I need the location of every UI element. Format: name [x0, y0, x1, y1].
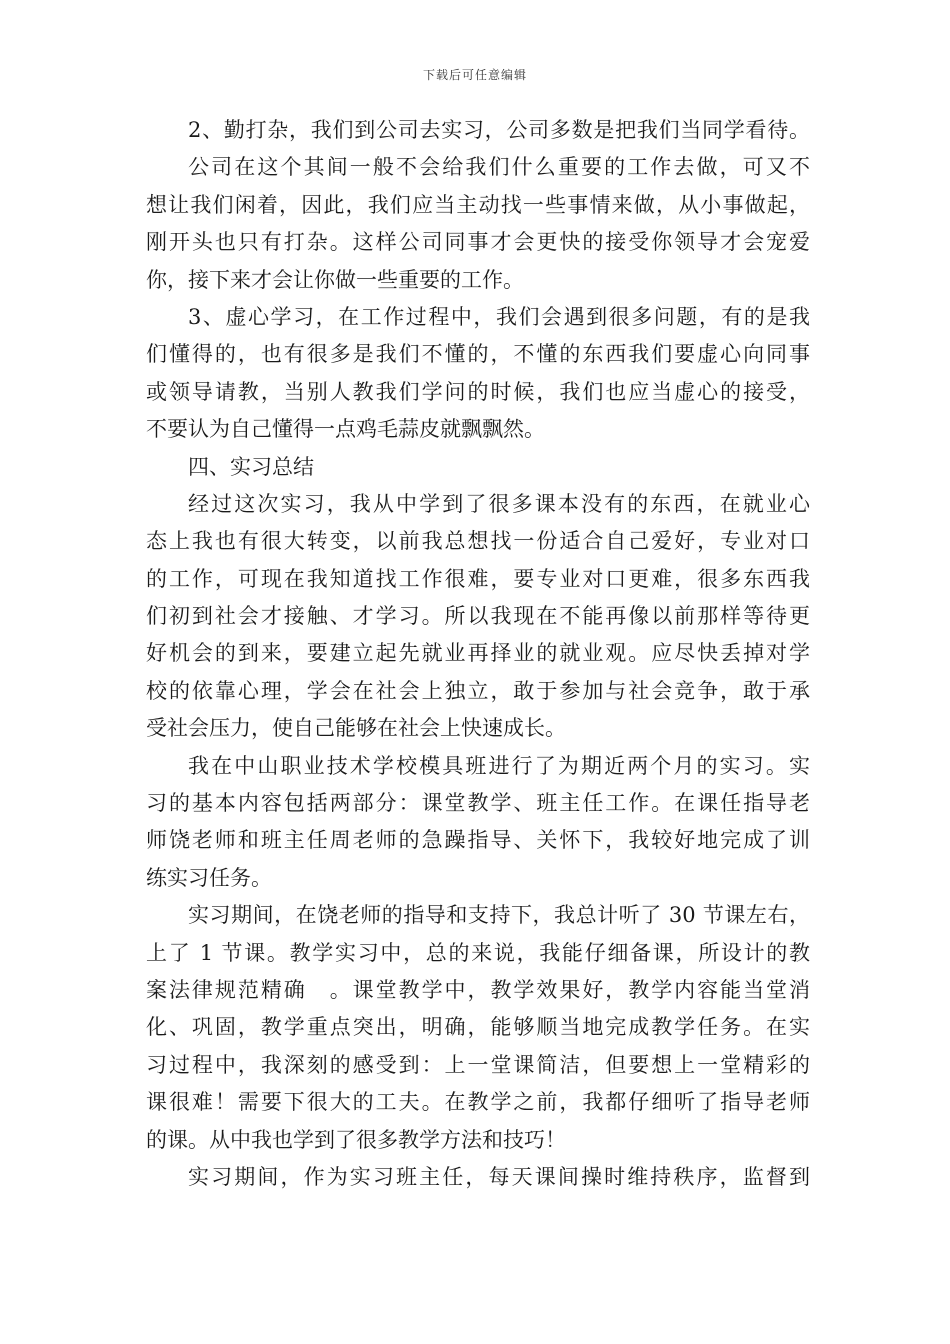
text-line: 想让我们闲着，因此，我们应当主动找一些事情来做，从小事做起， [146, 192, 810, 217]
text-line: 实习期间，在饶老师的指导和支持下，我总计听了 30 节课左右， [188, 903, 810, 928]
text-line: 经过这次实习，我从中学到了很多课本没有的东西，在就业心 [188, 491, 810, 516]
text-line: 上了 1 节课。教学实习中，总的来说，我能仔细备课，所设计的教 [146, 940, 810, 965]
text-line: 师饶老师和班主任周老师的急躁指导、关怀下，我较好地完成了训 [146, 828, 810, 853]
text-line: 态上我也有很大转变，以前我总想找一份适合自己爱好，专业对口 [146, 529, 810, 554]
text-line: 公司在这个其间一般不会给我们什么重要的工作去做，可又不 [188, 155, 810, 180]
text-line: 化、巩固，教学重点突出，明确，能够顺当地完成教学任务。在实 [146, 1015, 810, 1040]
text-line: 的工作，可现在我知道找工作很难，要专业对口更难，很多东西我 [146, 566, 810, 591]
text-line: 2、勤打杂，我们到公司去实习，公司多数是把我们当同学看待。 [188, 118, 810, 142]
text-line: 四、实习总结 [188, 454, 314, 479]
text-line: 的课。从中我也学到了很多教学方法和技巧！ [146, 1127, 566, 1152]
text-line: 受社会压力，使自己能够在社会上快速成长。 [146, 716, 566, 741]
text-line: 你，接下来才会让你做一些重要的工作。 [146, 267, 524, 292]
text-line: 校的依靠心理，学会在社会上独立，敢于参加与社会竞争，敢于承 [146, 678, 810, 703]
text-line: 们懂得的，也有很多是我们不懂的，不懂的东西我们要虚心向同事 [146, 342, 810, 367]
text-line: 刚开头也只有打杂。这样公司同事才会更快的接受你领导才会宠爱 [146, 230, 810, 255]
text-line: 实习期间，作为实习班主任，每天课间操时维持秩序，监督到 [188, 1164, 810, 1189]
text-line: 练实习任务。 [146, 865, 272, 890]
text-line: 们初到社会才接触、才学习。所以我现在不能再像以前那样等待更 [146, 604, 810, 629]
text-line: 我在中山职业技术学校模具班进行了为期近两个月的实习。实 [188, 753, 810, 778]
document-body [146, 112, 810, 1196]
text-line: 习过程中，我深刻的感受到：上一堂课简洁，但要想上一堂精彩的 [146, 1052, 810, 1077]
text-line: 课很难！需要下很大的工夫。在教学之前，我都仔细听了指导老师 [146, 1090, 810, 1115]
text-line: 习的基本内容包括两部分：课堂教学、班主任工作。在课任指导老 [146, 791, 810, 816]
text-line: 不要认为自己懂得一点鸡毛蒜皮就飘飘然。 [146, 417, 545, 442]
text-line: 或领导请教，当别人教我们学问的时候，我们也应当虚心的接受， [146, 379, 810, 404]
text-line: 3、虚心学习，在工作过程中，我们会遇到很多问题，有的是我 [188, 304, 810, 329]
text-line: 好机会的到来，要建立起先就业再择业的就业观。应尽快丢掉对学 [146, 641, 810, 666]
text-line: 案法律规范精确 。课堂教学中，教学效果好，教学内容能当堂消 [146, 977, 810, 1002]
page-header: 下载后可任意编辑 [422, 68, 527, 82]
